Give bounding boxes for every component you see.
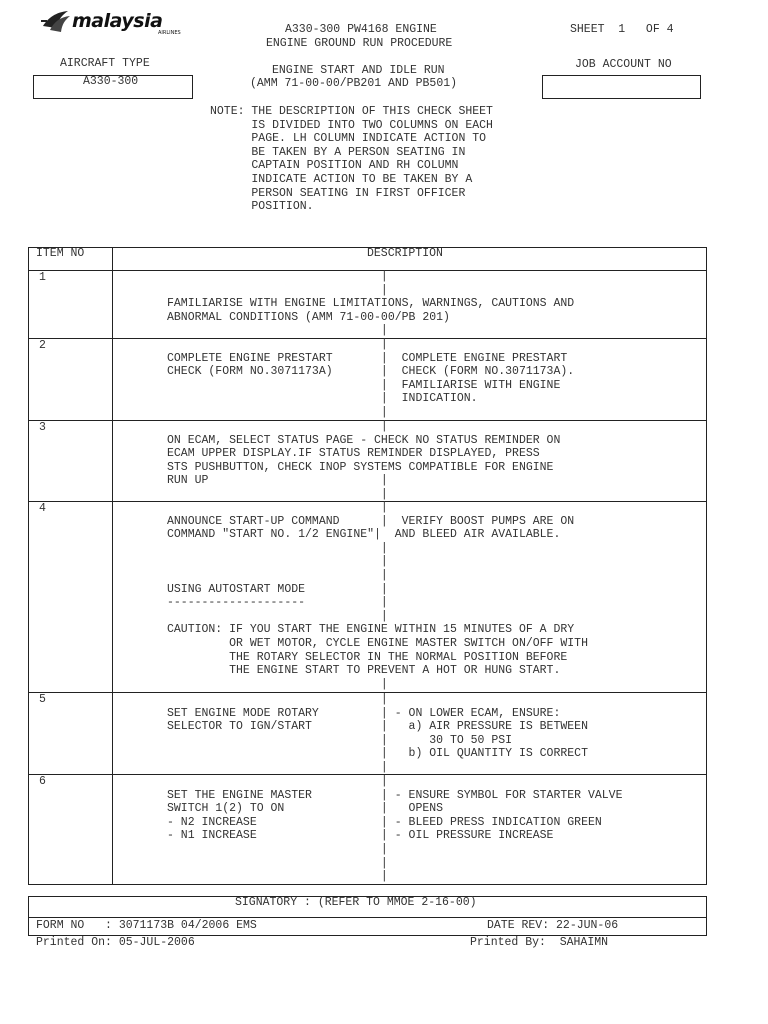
job-account-label: JOB ACCOUNT NO <box>575 58 672 71</box>
form-number: FORM NO : 3071173B 04/2006 EMS <box>36 919 257 932</box>
column-header-description: DESCRIPTION <box>367 247 443 260</box>
item-number: 3 <box>39 421 46 434</box>
document-title: A330-300 PW4168 ENGINE <box>285 23 437 36</box>
item-description: | ON ECAM, SELECT STATUS PAGE - CHECK NO STATUS REMINDER ON ECAM UPPER DISPLAY.IF STATUS REMINDER DISPLAYED, PRESS STS PUSHBUTTON, CHECK INOP SYSTEMS COMPATIBLE FOR ENGINE RUN UP | | <box>167 420 561 501</box>
item-description: | SET ENGINE MODE ROTARY | - ON LOWER ECAM, ENSURE: SELECTOR TO IGN/START | a) AIR PRESSURE IS BETWEEN | 30 TO 50 PSI | b) OIL QUANTITY IS CORRECT | <box>167 693 588 774</box>
item-description: | ANNOUNCE START-UP COMMAND | VERIFY BOOST PUMPS ARE ON COMMAND "START NO. 1/2 ENGINE"| AND BLEED AIR AVAILABLE. | | | USING AUTOSTART MODE | -------------------- | | CAUTION: IF YOU START THE ENGINE WITHIN 15 MINUTES OF A DRY OR WET MOTOR, CYCLE ENGINE MASTER SWITCH ON/OFF WITH THE ROTARY SELECTOR IN THE NORMAL POSITION BEFORE THE ENGINE START TO PREVENT A HOT OR HUNG START. | <box>167 501 588 691</box>
airline-logo-icon <box>40 8 72 34</box>
item-number: 4 <box>39 502 46 515</box>
airline-logo <box>40 8 190 36</box>
document-title-line2: ENGINE GROUND RUN PROCEDURE <box>266 37 453 50</box>
aircraft-type-label: AIRCRAFT TYPE <box>60 57 150 70</box>
item-description: | COMPLETE ENGINE PRESTART | COMPLETE ENGINE PRESTART CHECK (FORM NO.3071173A) | CHECK (FORM NO.3071173A). | FAMILIARISE WITH ENGINE | INDICATION. | <box>167 338 575 419</box>
item-number: 5 <box>39 693 46 706</box>
logo-wordmark: malaysia <box>72 10 163 32</box>
item-description: | SET THE ENGINE MASTER | - ENSURE SYMBOL FOR STARTER VALVE SWITCH 1(2) TO ON | OPENS - N2 INCREASE | - BLEED PRESS INDICATION GREEN - N1 INCREASE | - OIL PRESSURE INCREASE | | | <box>167 775 623 884</box>
job-account-field <box>542 75 701 99</box>
procedure-reference: (AMM 71-00-00/PB201 AND PB501) <box>250 77 458 90</box>
column-header-item-no: ITEM NO <box>36 247 85 260</box>
sheet-number: SHEET 1 OF 4 <box>570 23 674 36</box>
item-number: 6 <box>39 775 46 788</box>
item-number: 2 <box>39 339 46 352</box>
aircraft-type-value: A330-300 <box>83 75 139 88</box>
logo-subtext: AIRLINES <box>158 30 181 36</box>
item-description: | | FAMILIARISE WITH ENGINE LIMITATIONS, WARNINGS, CAUTIONS AND ABNORMAL CONDITIONS (AMM 71-00-00/PB 201) | <box>167 270 575 338</box>
procedure-title: ENGINE START AND IDLE RUN <box>272 64 445 77</box>
note-text: NOTE: THE DESCRIPTION OF THIS CHECK SHEET IS DIVIDED INTO TWO COLUMNS ON EACH PAGE. LH COLUMN INDICATE ACTION TO BE TAKEN BY A PERSON SEATING IN CAPTAIN POSITION AND RH COLUMN INDICATE ACTION TO BE TAKEN BY A PERSON SEATING IN FIRST OFFICER POSITION. <box>210 105 493 214</box>
column-divider <box>112 247 113 885</box>
signatory-text: SIGNATORY : (REFER TO MMOE 2-16-00) <box>235 896 477 909</box>
date-revision: DATE REV: 22-JUN-06 <box>487 919 619 932</box>
aircraft-type-field <box>33 75 193 99</box>
item-number: 1 <box>39 271 46 284</box>
printed-by: Printed By: SAHAIMN <box>470 936 609 949</box>
printed-on: Printed On: 05-JUL-2006 <box>36 936 195 949</box>
